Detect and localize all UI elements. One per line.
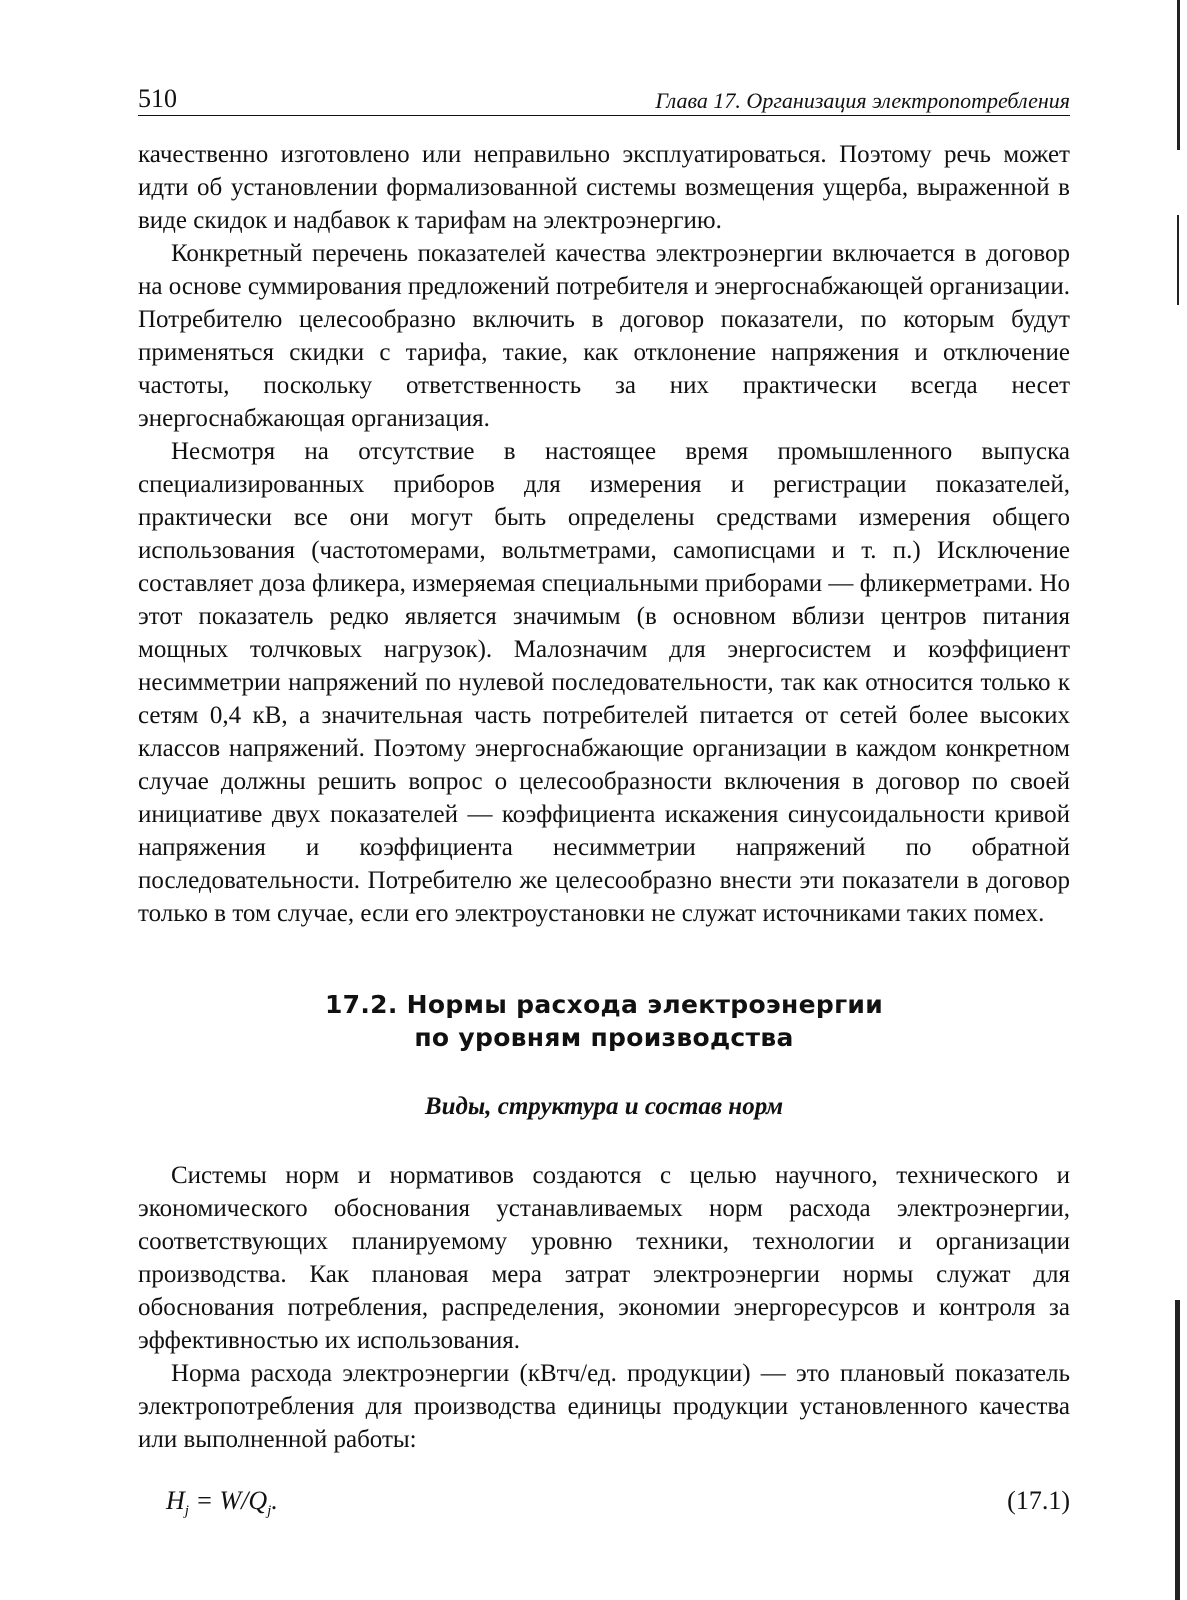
paragraph: Норма расхода электроэнергии (кВтч/ед. продукции) — это плановый показатель электропотребления для производства единицы продукции установленного качества или выполненной работы: [138, 1360, 1070, 1453]
paragraph: качественно изготовлено или неправильно эксплуатироваться. Поэтому речь может идти об установлении формализованной системы возмещения ущерба, выраженной в виде скидок и надбавок к тарифам на электроэнергию. [138, 141, 1070, 234]
formula-lhs: H [166, 1486, 185, 1515]
section-heading [138, 988, 1070, 1054]
subsection-heading: Виды, структура и состав норм [424, 1093, 784, 1120]
section-heading-line: 17.2. Нормы расхода электроэнергии [324, 990, 884, 1019]
page-number: 510 [138, 84, 177, 113]
formula-number: (17.1) [1007, 1486, 1070, 1515]
formula-rhs-subscript: j [267, 1503, 272, 1520]
paragraph: Конкретный перечень показателей качества электроэнергии включается в договор на основе суммирования предложений потребителя и энергоснабжающей организации. Потребителю целесообразно включить в договор показатели, по которым будут применяться скидки с тарифа, такие, как отклонение напряжения и отключение частоты, поскольку ответственность за них практически всегда несет энергоснабжающая организация. [138, 240, 1070, 432]
book-page [138, 78, 1070, 1520]
formula-rhs: = W/Q [188, 1486, 268, 1515]
body-text-before [138, 138, 1070, 930]
section-heading-line: по уровням производства [414, 1023, 794, 1052]
paragraph: Несмотря на отсутствие в настоящее время промышленного выпуска специализированных приборов для измерения и регистрации показателей, практически все они могут быть определены средствами измерения общего использования (частотомерами, вольтметрами, самописцами и т. п.) Исключение составляет доза фликера, измеряемая специальными приборами — фликерметрами. Но этот показатель редко является значимым (в основном вблизи центров питания мощных толчковых нагрузок). Малозначим для энергосистем и коэффициент несимметрии напряжений по нулевой последовательности, так как относится только к сетям 0,4 кВ, а значительная часть потребителей питается от сетей более высоких классов напряжений. Поэтому энергоснабжающие организации в каждом конкретном случае должны решить вопрос о целесообразности включения в договор по своей инициативе двух показателей — коэффициента искажения синусоидальности кривой напряжения и коэффициента несимметрии напряжений по обратной последовательности. Потребителю же целесообразно внести эти показатели в договор только в том случае, если его электроустановки не служат источниками таких помех. [138, 438, 1070, 927]
chapter-title: Глава 17. Организация электропотребления [655, 88, 1070, 113]
scan-edge-line [1177, 215, 1179, 305]
paragraph: Системы норм и нормативов создаются с целью научного, технического и экономического обоснования устанавливаемых норм расхода электроэнергии, соответствующих планируемому уровню техники, технологии и организации производства. Как плановая мера затрат электроэнергии нормы служат для обоснования потребления, распределения, экономии энергоресурсов и контроля за эффективностью их использования. [138, 1162, 1070, 1354]
formula-end: . [271, 1486, 278, 1515]
scan-edge-line [1175, 1300, 1180, 1600]
running-head [138, 78, 1070, 116]
formula-row [138, 1486, 1070, 1520]
formula-lhs-subscript: j [184, 1503, 189, 1520]
body-text-after [138, 1159, 1070, 1456]
scan-edge-line [1177, 0, 1180, 150]
scan-edge-shadow [1165, 0, 1187, 1600]
formula [138, 1486, 278, 1520]
